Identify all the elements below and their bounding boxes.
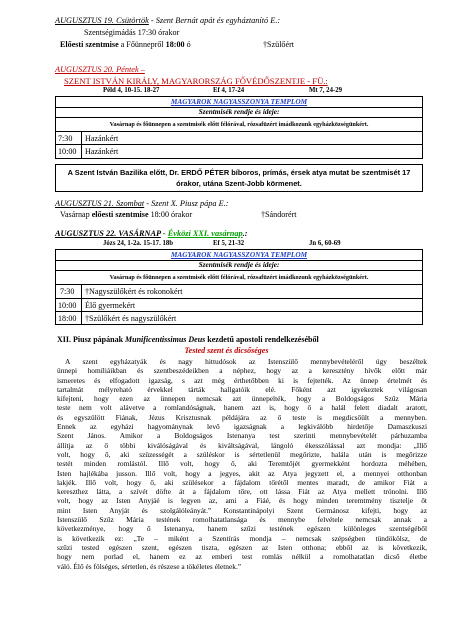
article-line: szűzi tested egészen szent, egészen tiszta, egészen az Isten otthona; ebből az is következik,	[57, 542, 427, 552]
aug19-evening-rest: a Főünnepről	[118, 40, 166, 49]
aug22-row-2-time: 10:00	[58, 301, 77, 310]
aug20-table-note: Vasárnap és főünnepen a szentmisék előtt félórával, rózsafüzért imádkozunk egyházközségünkért.	[109, 121, 369, 128]
aug22-row-3-time: 18:00	[58, 314, 77, 323]
article-line: volt, hogy ő, aki szüzességét a szüléskor is sértetlenül megőrizte, halála után is megőrizze	[57, 449, 427, 459]
aug22-reading-2: Ef 5, 21-32	[213, 240, 245, 247]
aug22-table-title: MAGYAROK NAGYASSZONYA TEMPLOM	[170, 250, 308, 259]
article-line: következménye, hogy ő Istenanya, hanem szűzi testének egészen különleges szentségéből	[57, 524, 427, 534]
aug22-colon: .:	[242, 229, 248, 238]
aug20-row-1-intent: Hazánkért	[85, 134, 119, 143]
article-title-pre: XII. Piusz pápának	[57, 335, 126, 344]
aug21-pre: Vasárnap	[60, 210, 92, 219]
aug22-heading	[55, 229, 248, 239]
aug22-sunday: Évközi XXI. vasárnap	[167, 229, 243, 238]
aug20-reading-3: Mt 7, 24-29	[309, 87, 343, 94]
aug22-table-subtitle: Szentmisék rendje és ideje:	[198, 260, 280, 269]
aug20-row-2-time: 10:00	[58, 147, 77, 156]
aug22-row-1-intent: †Nagyszülőkért és rokonokért	[85, 287, 183, 296]
article-line: kereszthez látta, a szívét döfte át a fájdalom tőre, ott lássa Fiát az Atya mellett trónolni. Illő	[57, 487, 427, 497]
article-line: ismeretes és elfogadott igazság, s azt még érthetőbben ki is fejtették. Az ünnep értelmét és	[57, 375, 427, 385]
article-line: lakjék. Illő volt, hogy ő, aki szülésekor a fájdalom tőrétől mentes maradt, de amikor Fiát a	[57, 477, 427, 487]
aug19-saint: - Szent Bernát apát és egyháztanító E.:	[148, 16, 281, 25]
article-line: mint Isten Anyját és szolgálóleányát.” Konstantinápolyi Szent Germánosz kifejti, hogy az	[57, 505, 427, 515]
article-line: kifejteni, hogy ezen az ünnepen nemcsak azt ünnepelték, hogy a Boldogságos Szűz Mária	[57, 394, 427, 404]
aug22-table-note: Vasárnap és főünnepen a szentmisék előtt félórával, rózsafüzért imádkozunk egyházközségünkért.	[109, 274, 369, 281]
aug20-reading-1: Péld 4, 10-15. 18-27	[103, 87, 160, 94]
aug22-reading-1: Józs 24, 1-2a. 15-17. 18b	[103, 240, 174, 247]
article-line: Szent János. Amikor a Boldogságos Istenanya test szerinti mennybevételét párhuzamba	[57, 431, 427, 441]
aug22-sep: -	[160, 229, 168, 238]
article-line: teste nem volt alávetve a romlandóságnak, hanem azt is, hogy ő a halál felett diadalt aratott,	[57, 403, 427, 413]
aug22-row-2-intent: Élő gyermekért	[85, 301, 136, 310]
article-line: Ennek az egyházi hagyománynak levő igazságnak a legkiválóbb hirdetője Damaszkuszi	[57, 422, 427, 432]
aug21-mass	[60, 210, 192, 220]
article-line: állítja az ő többi kiválóságával és kiváltságával, lángoló ékesszólással azt mondja: „Illő	[57, 440, 427, 450]
aug19-evening-label: Előesti szentmise	[60, 40, 119, 49]
article-line: hogy nem porlad el, hanem ez az emberi test romlás nélkül a romolhatatlan dicső életbe	[57, 552, 427, 562]
aug20-date: AUGUSZTUS 20. Péntek –	[55, 65, 145, 74]
aug22-row-3-intent: †Szülőkért és nagyszülőkért	[85, 314, 177, 323]
aug22-date: AUGUSZTUS 22. VASÁRNAP	[55, 229, 161, 238]
aug19-intent: †Szülőért	[263, 40, 295, 49]
aug20-heading	[55, 65, 145, 75]
article-title-post: kezdetű apostoli rendelkezéséből	[205, 335, 319, 344]
article-line: és egyszülött Fiának, Jézus Krisztusnak példájára az ő teste is megdicsőült a mennyben.	[57, 412, 427, 422]
aug19-evening-o: ó	[184, 40, 191, 49]
article-line: tartalmát mélyreható érvekkel tárták hallgatóik elé. Főként azt igyekeztek világosan	[57, 384, 427, 394]
article-line: Isten hajlékába jusson. Illő volt, hogy a jegyes, akit az Atya jegyzett el, a mennyei otthonban	[57, 468, 427, 478]
aug19-evening-mass	[60, 40, 191, 50]
article-line: is következik ez: „Te – miként a Szentírás mondja – nemcsak szépségben tündökölsz, de	[57, 533, 427, 543]
aug21-date: AUGUSZTUS 21. Szombat	[55, 199, 145, 208]
aug20-mass-table	[55, 96, 423, 159]
aug21-time: 18:00 órakor	[148, 210, 193, 219]
aug19-adoration: Szentségimádás 17:30 órakor	[84, 28, 180, 37]
aug22-mass-table	[55, 249, 423, 325]
aug20-table-title: MAGYAROK NAGYASSZONYA TEMPLOM	[170, 97, 308, 106]
aug20-table-subtitle: Szentmisék rendje és ideje:	[198, 107, 280, 116]
aug20-reading-2: Ef 4, 17-24	[213, 87, 245, 94]
aug22-row-1-time: 7:30	[60, 287, 75, 296]
article-body	[57, 357, 427, 571]
aug21-saint: - Szent X. Piusz pápa E.:	[144, 199, 229, 208]
article-subtitle: Tested szent és dicsőséges	[184, 346, 269, 355]
article-line: váló. Élő és fölséges, sértetlen, és részese a tökéletes életnek.”	[57, 561, 242, 571]
article-line: testét minden romlástól. Illő volt, hogy ő, aki Teremtőjét gyermekként hordozta méhében,	[57, 459, 427, 469]
aug20-row-2-intent: Hazánkért	[85, 147, 119, 156]
article-title	[57, 335, 319, 345]
aug21-bold: előesti szentmise	[91, 210, 149, 219]
aug20-row-1-time: 7:30	[58, 134, 73, 143]
article-line: ünnepi homíliáikban és szentbeszédeikben a néphez, hogy az a keresztény hívők előtt már	[57, 366, 427, 376]
aug21-heading	[55, 199, 229, 209]
aug20-announcement-box	[55, 164, 423, 192]
aug19-evening-time: 18:00	[165, 40, 185, 49]
article-line: volt, hogy az Isten Anyjáé is legyen az, ami a Fiáé, és hogy minden teremtmény tisztelje őt	[57, 496, 427, 506]
aug22-reading-3: Jn 6, 60-69	[309, 240, 341, 247]
article-line: Istenszülő Szűz Mária testének romolhatatlansága és mennybe felvétele nemcsak annak a	[57, 515, 427, 525]
aug19-heading	[55, 16, 280, 26]
aug20-feast: SZENT ISTVÁN KIRÁLY, MAGYARORSZÁG FŐVÉDŐSZENTJE - FÜ.:	[64, 76, 328, 86]
aug20-announcement: A Szent István Bazilika előtt, Dr. ERDŐ PÉTER bíboros, prímás, érsek atya mutat be szentmisét 17 órakor, utána Szent-Jobb körmenet.	[67, 168, 411, 188]
aug21-intent: †Sándorért	[261, 210, 297, 219]
article-title-italic: Munificentissimus Deus	[125, 335, 206, 344]
article-line: A szent egyházatyák és nagy hittudósok az Istenszülő mennybevételéről úgy beszéltek	[65, 357, 427, 366]
aug19-date: AUGUSZTUS 19. Csütörtök	[55, 16, 149, 25]
